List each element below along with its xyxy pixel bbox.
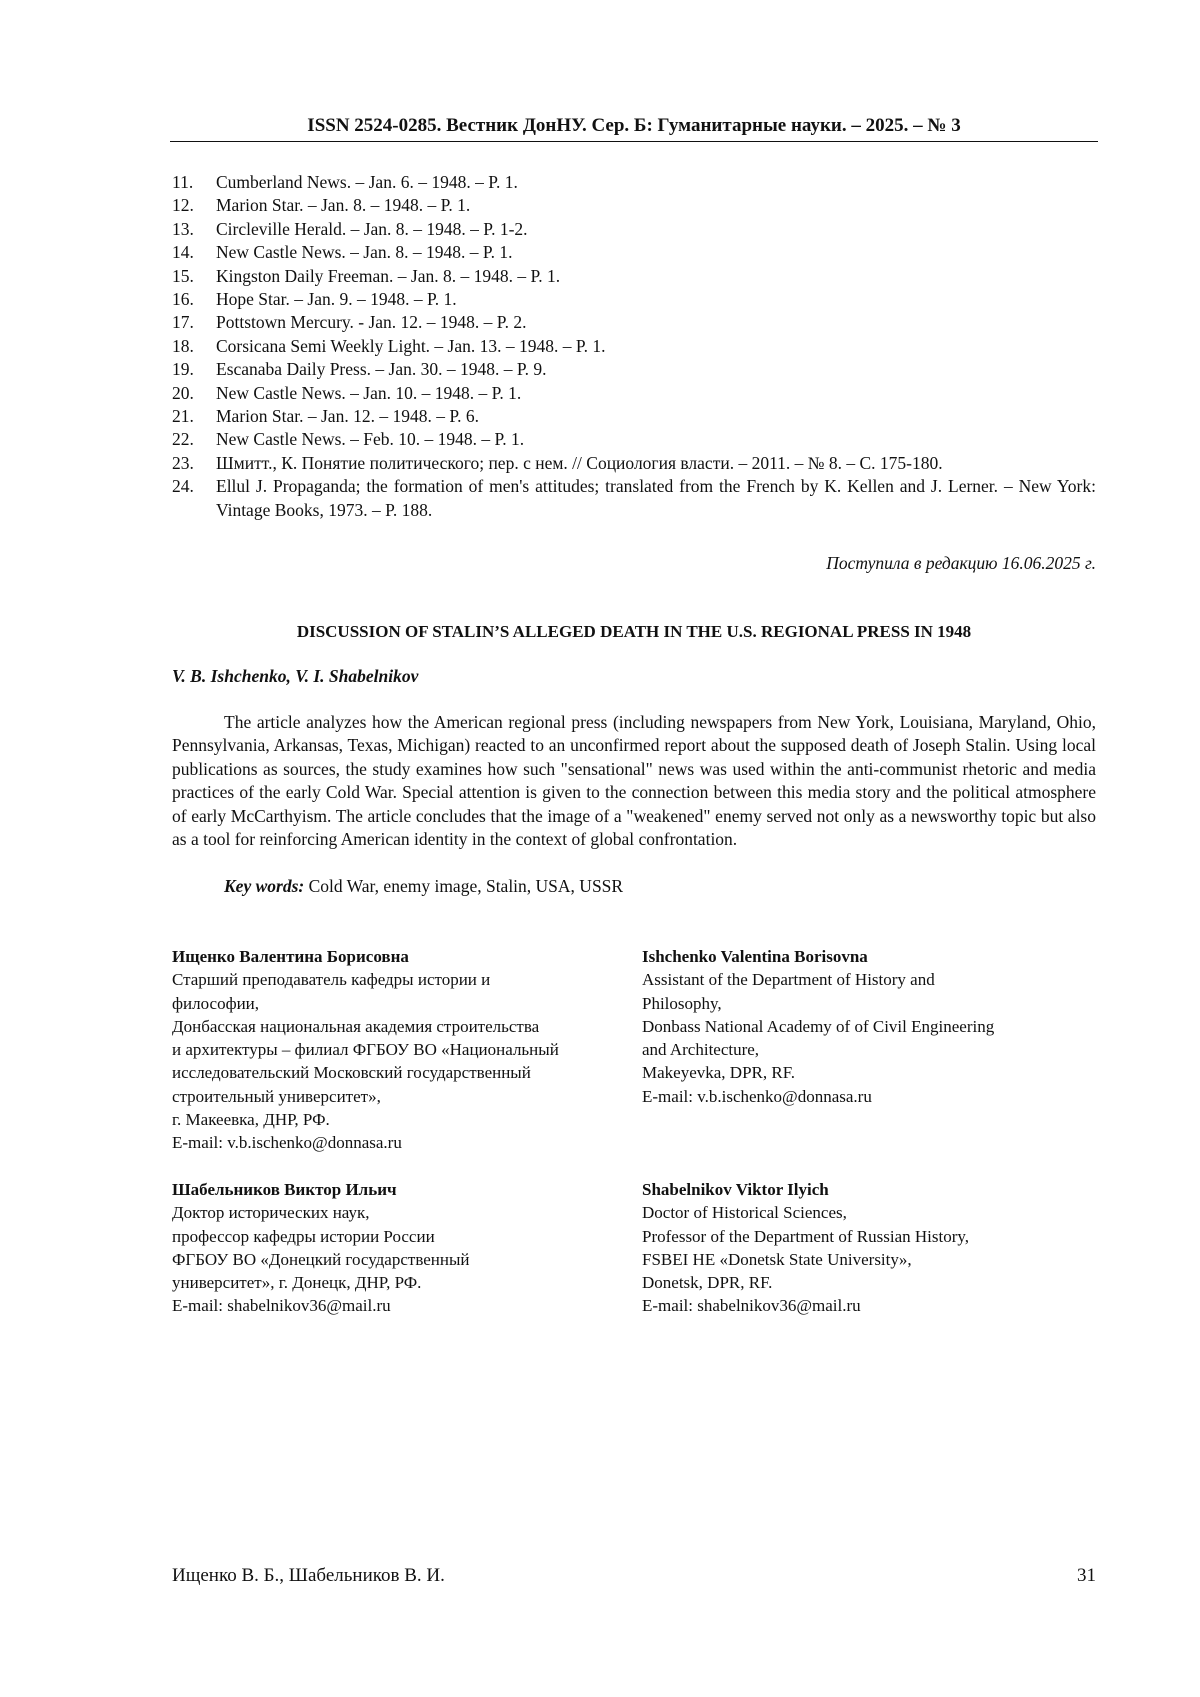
author-info-line: ФГБОУ ВО «Донецкий государственный	[172, 1249, 470, 1269]
reference-number: 17.	[172, 312, 194, 333]
reference-number: 14.	[172, 242, 194, 263]
reference-number: 23.	[172, 452, 194, 473]
reference-item	[172, 265, 1096, 288]
author-info-line: Doctor of Historical Sciences,	[642, 1203, 847, 1223]
author-info-line: FSBEI HE «Donetsk State University»,	[642, 1249, 912, 1269]
article-authors: V. B. Ishchenko, V. I. Shabelnikov	[172, 666, 419, 686]
reference-item	[172, 218, 1096, 241]
reference-number: 22.	[172, 429, 194, 450]
author-email: E-mail: shabelnikov36@mail.ru	[172, 1296, 391, 1316]
received-date: Поступила в редакцию 16.06.2025 г.	[826, 553, 1096, 573]
author-info-line: Donbass National Academy of of Civil Engineering	[642, 1016, 995, 1036]
reference-text: Circleville Herald. – Jan. 8. – 1948. – P. 1-2.	[216, 218, 528, 239]
reference-item	[172, 335, 1096, 358]
author-info-line: и архитектуры – филиал ФГБОУ ВО «Национальный	[172, 1040, 559, 1060]
reference-number: 11.	[172, 172, 194, 192]
reference-item	[172, 382, 1096, 405]
author-info-line: философии,	[172, 993, 260, 1013]
author-info-line: Assistant of the Department of History and	[642, 970, 935, 990]
author-info-line: Старший преподаватель кафедры истории и	[172, 970, 491, 990]
reference-number: 15.	[172, 265, 194, 286]
author-info-line: Донбасская национальная академия строительства	[172, 1016, 540, 1036]
reference-text: Pottstown Mercury. - Jan. 12. – 1948. – P. 2.	[216, 312, 527, 333]
reference-text: Marion Star. – Jan. 8. – 1948. – P. 1.	[216, 195, 471, 216]
reference-number: 16.	[172, 289, 194, 310]
author-info-line: университет», г. Донецк, ДНР, РФ.	[172, 1273, 422, 1293]
reference-item	[172, 311, 1096, 334]
author-info-line: Donetsk, DPR, RF.	[642, 1273, 773, 1293]
reference-item	[172, 358, 1096, 381]
reference-number: 12.	[172, 195, 194, 216]
author-info-line: Philosophy,	[642, 993, 722, 1013]
author2-info-ru	[172, 1178, 632, 1318]
author1-info-en	[642, 945, 1098, 1108]
header-rule	[170, 141, 1098, 142]
author-info-line: профессор кафедры истории России	[172, 1226, 435, 1246]
reference-text: Corsicana Semi Weekly Light. – Jan. 13. – 1948. – P. 1.	[216, 335, 606, 356]
author2-info-en	[642, 1178, 1098, 1318]
reference-text: Cumberland News. – Jan. 6. – 1948. – P. 1.	[216, 172, 518, 192]
author-name: Ishchenko Valentina Borisovna	[642, 947, 868, 966]
article-title: DISCUSSION OF STALIN’S ALLEGED DEATH IN THE U.S. REGIONAL PRESS IN 1948	[296, 622, 972, 641]
reference-item	[172, 194, 1096, 217]
author-name: Shabelnikov Viktor Ilyich	[642, 1180, 829, 1199]
reference-item	[172, 475, 1096, 522]
author-email: E-mail: v.b.ischenko@donnasa.ru	[642, 1086, 872, 1106]
author-info-line: г. Макеевка, ДНР, РФ.	[172, 1110, 330, 1130]
reference-item	[172, 288, 1096, 311]
footer-authors: Ищенко В. Б., Шабельников В. И.	[172, 1565, 445, 1586]
keywords-text: Cold War, enemy image, Stalin, USA, USSR	[308, 876, 624, 896]
reference-number: 20.	[172, 382, 194, 403]
author-info-line: Professor of the Department of Russian History,	[642, 1226, 970, 1246]
author-name: Ищенко Валентина Борисовна	[172, 947, 409, 966]
author-info-line: and Architecture,	[642, 1040, 760, 1060]
reference-item	[172, 241, 1096, 264]
page-number: 31	[1077, 1565, 1096, 1586]
running-header: ISSN 2524-0285. Вестник ДонНУ. Сер. Б: Гуманитарные науки. – 2025. – № 3	[307, 115, 961, 136]
reference-text: Шмитт., К. Понятие политического; пер. с нем. // Социология власти. – 2011. – № 8. – С. 175-180.	[216, 452, 943, 473]
reference-text: New Castle News. – Jan. 8. – 1948. – P. 1.	[216, 242, 513, 263]
author-info-line: исследовательский Московский государственный	[172, 1063, 531, 1083]
author-info-line: строительный университет»,	[172, 1086, 381, 1106]
reference-text: Marion Star. – Jan. 12. – 1948. – P. 6.	[216, 406, 479, 427]
reference-text: Ellul J. Propaganda; the formation of men's attitudes; translated from the French by K. Kellen and J. Lerner. – New York: Vintage Books, 1973. – P. 188.	[216, 476, 1096, 520]
keywords-label: Key words:	[224, 876, 305, 896]
reference-text: Escanaba Daily Press. – Jan. 30. – 1948. – P. 9.	[216, 359, 547, 380]
author1-info-ru	[172, 945, 632, 1155]
author-email: E-mail: shabelnikov36@mail.ru	[642, 1296, 861, 1316]
reference-number: 21.	[172, 406, 194, 427]
author-email: E-mail: v.b.ischenko@donnasa.ru	[172, 1133, 402, 1153]
reference-text: New Castle News. – Jan. 10. – 1948. – P. 1.	[216, 382, 522, 403]
reference-item	[172, 452, 1096, 475]
author-name: Шабельников Виктор Ильич	[172, 1180, 397, 1199]
reference-item	[172, 428, 1096, 451]
reference-list	[172, 171, 1096, 522]
reference-number: 13.	[172, 218, 194, 239]
reference-item	[172, 405, 1096, 428]
reference-number: 24.	[172, 476, 194, 497]
author-info-line: Доктор исторических наук,	[172, 1203, 370, 1223]
keywords	[224, 875, 1094, 898]
reference-text: New Castle News. – Feb. 10. – 1948. – P. 1.	[216, 429, 525, 450]
reference-item	[172, 171, 1096, 194]
reference-text: Kingston Daily Freeman. – Jan. 8. – 1948. – P. 1.	[216, 265, 561, 286]
author-info-line: Makeyevka, DPR, RF.	[642, 1063, 796, 1083]
abstract: The article analyzes how the American regional press (including newspapers from New York, Louisiana, Maryland, Ohio, Pennsylvania, Arkansas, Texas, Michigan) reacted to an unconfirmed report about the supposed death of Joseph Stalin. Using local publications as sources, the study examines how such "sensational" news was used within the anti-communist rhetoric and media practices of the early Cold War. Special attention is given to the connection between this media story and the political atmosphere of early McCarthyism. The article concludes that the image of a "weakened" enemy served not only as a newsworthy topic but also as a tool for reinforcing American identity in the context of global confrontation.	[172, 712, 1096, 850]
reference-text: Hope Star. – Jan. 9. – 1948. – P. 1.	[216, 289, 457, 310]
reference-number: 18.	[172, 335, 194, 356]
reference-number: 19.	[172, 359, 194, 380]
